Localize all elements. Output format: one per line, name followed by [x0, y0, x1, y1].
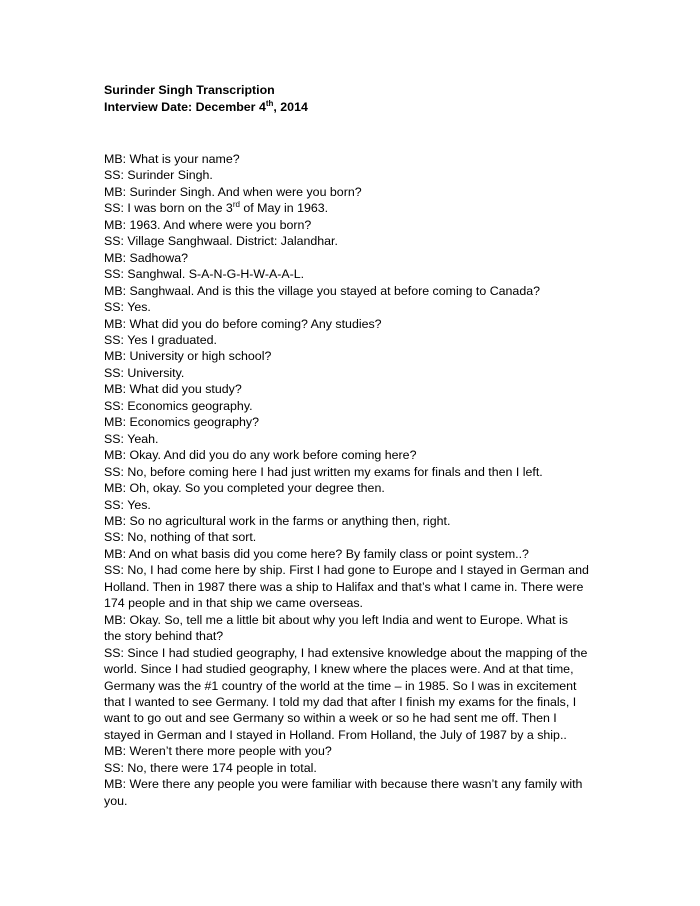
transcript-text: of May in 1963.: [239, 201, 329, 216]
transcript-text: SS: I was born on the 3: [104, 201, 233, 216]
transcript-ordinal: rd: [232, 200, 240, 210]
transcript-text: SS: Yeah.: [104, 431, 159, 446]
transcript-text: SS: Surinder Singh.: [104, 168, 213, 183]
transcript-line: [104, 414, 604, 430]
transcript-line: [104, 579, 604, 595]
transcript-text: 174 people and in that ship we came overseas.: [104, 596, 363, 611]
transcript-line: [104, 760, 604, 776]
transcript-text: MB: Economics geography?: [104, 415, 259, 430]
transcript-text: SS: Economics geography.: [104, 398, 253, 413]
transcript-line: [104, 497, 604, 513]
transcript-text: world. Since I had studied geography, I knew where the places were. And at that time,: [104, 662, 574, 677]
transcript-line: [104, 348, 604, 364]
interview-date: [104, 99, 308, 116]
transcript-text: Germany was the #1 country of the world at the time – in 1985. So I was in excitement: [104, 678, 577, 693]
transcript-body: [104, 151, 604, 809]
transcript-text: MB: University or high school?: [104, 349, 272, 364]
transcript-text: you.: [104, 793, 128, 808]
transcript-text: SS: Yes.: [104, 300, 151, 315]
transcript-text: SS: No, before coming here I had just written my exams for finals and then I left.: [104, 464, 543, 479]
transcript-text: SS: No, nothing of that sort.: [104, 530, 257, 545]
transcript-text: MB: What is your name?: [104, 152, 240, 166]
document-header: [104, 82, 308, 116]
transcript-text: the story behind that?: [104, 629, 224, 644]
transcript-line: [104, 793, 604, 809]
transcript-text: MB: What did you study?: [104, 382, 242, 397]
transcript-text: SS: Yes.: [104, 497, 151, 512]
transcript-line: [104, 464, 604, 480]
transcript-line: [104, 694, 604, 710]
transcript-line: [104, 332, 604, 348]
transcript-text: MB: What did you do before coming? Any studies?: [104, 316, 382, 331]
transcript-text: want to go out and see Germany so within a week or so he had sent me off. Then I: [104, 711, 557, 726]
transcript-line: [104, 628, 604, 644]
transcript-line: [104, 184, 604, 200]
transcript-line: [104, 381, 604, 397]
transcript-text: MB: 1963. And where were you born?: [104, 217, 312, 232]
transcript-text: that I wanted to see Germany. I told my dad that after I finish my exams for the finals, I: [104, 694, 577, 709]
transcript-line: [104, 727, 604, 743]
transcript-line: [104, 710, 604, 726]
interview-date-rest: , 2014: [273, 100, 308, 114]
transcript-line: [104, 678, 604, 694]
transcript-line: [104, 316, 604, 332]
interview-date-ordinal: th: [265, 98, 274, 108]
transcript-line: [104, 645, 604, 661]
transcript-text: MB: Weren’t there more people with you?: [104, 744, 332, 759]
transcript-line: [104, 513, 604, 529]
transcript-text: MB: Okay. So, tell me a little bit about why you left India and went to Europe. What is: [104, 612, 568, 627]
transcript-line: [104, 546, 604, 562]
transcript-text: MB: Oh, okay. So you completed your degree then.: [104, 481, 385, 496]
transcript-line: [104, 661, 604, 677]
transcript-text: MB: Okay. And did you do any work before coming here?: [104, 448, 417, 463]
transcript-text: SS: University.: [104, 365, 185, 380]
transcript-line: [104, 365, 604, 381]
transcript-line: [104, 398, 604, 414]
transcript-line: [104, 266, 604, 282]
transcript-line: [104, 233, 604, 249]
transcript-line: [104, 480, 604, 496]
transcript-line: [104, 447, 604, 463]
transcript-text: MB: Sanghwaal. And is this the village you stayed at before coming to Canada?: [104, 283, 541, 298]
transcript-line: [104, 167, 604, 183]
transcript-line: [104, 217, 604, 233]
transcript-line: [104, 529, 604, 545]
transcript-text: Holland. Then in 1987 there was a ship to Halifax and that’s what I came in. There were: [104, 579, 584, 594]
transcript-line: [104, 283, 604, 299]
transcript-text: SS: Sanghwal. S-A-N-G-H-W-A-A-L.: [104, 267, 305, 282]
transcript-line: [104, 431, 604, 447]
transcript-text: MB: Surinder Singh. And when were you born?: [104, 184, 362, 199]
transcript-line: [104, 612, 604, 628]
transcript-line: [104, 776, 604, 792]
transcript-text: SS: No, there were 174 people in total.: [104, 760, 317, 775]
transcript-line: [104, 250, 604, 266]
transcript-line: [104, 595, 604, 611]
transcript-text: MB: Were there any people you were familiar with because there wasn’t any family with: [104, 777, 583, 792]
transcript-text: SS: No, I had come here by ship. First I had gone to Europe and I stayed in German and: [104, 563, 589, 578]
transcript-text: SS: Since I had studied geography, I had extensive knowledge about the mapping of the: [104, 645, 588, 660]
transcript-text: MB: And on what basis did you come here? By family class or point system..?: [104, 546, 529, 561]
transcript-text: SS: Yes I graduated.: [104, 332, 217, 347]
transcript-text: MB: Sadhowa?: [104, 250, 189, 265]
transcript-text: MB: So no agricultural work in the farms or anything then, right.: [104, 513, 451, 528]
transcript-line: [104, 562, 604, 578]
transcript-line: [104, 151, 604, 167]
interview-date-prefix: Interview Date: December 4: [104, 100, 266, 114]
transcript-line: [104, 200, 604, 216]
transcript-text: SS: Village Sanghwaal. District: Jalandhar.: [104, 234, 338, 249]
document-title: Surinder Singh Transcription: [104, 83, 275, 97]
transcript-line: [104, 299, 604, 315]
transcript-line: [104, 743, 604, 759]
transcript-text: stayed in German and I stayed in Holland. From Holland, the July of 1987 by a ship..: [104, 727, 567, 742]
